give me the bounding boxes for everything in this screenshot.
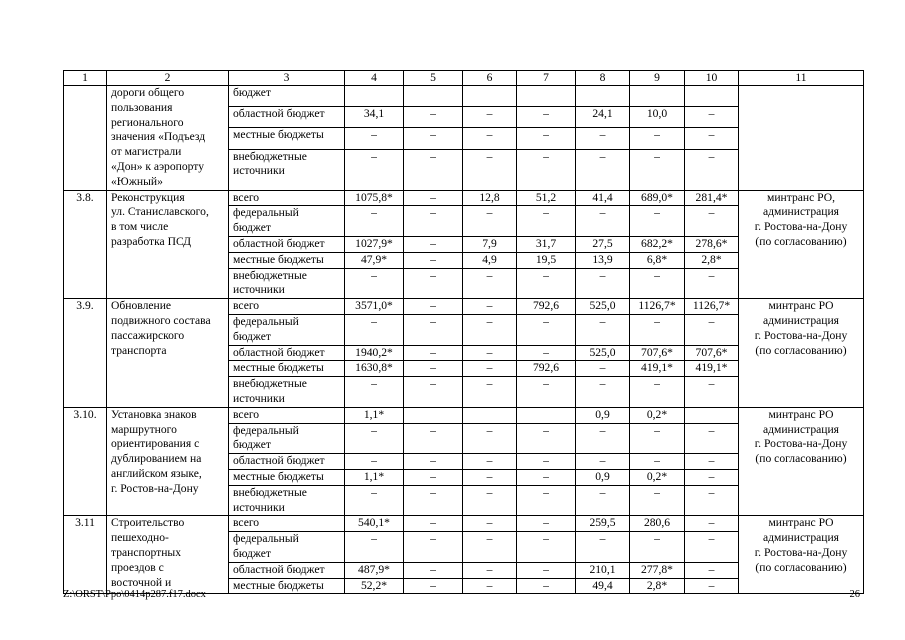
amount-cell: 487,9* — [345, 562, 404, 578]
executor-line: (по согласованию) — [755, 343, 847, 357]
footer-page-number: 26 — [849, 589, 860, 600]
funding-source-line: источники — [233, 391, 285, 405]
item-name-line: транспортных — [111, 545, 182, 559]
funding-source-line: всего — [233, 407, 260, 421]
item-name-line: пользования — [111, 100, 173, 114]
column-header: 7 — [517, 71, 576, 86]
amount-cell: – — [517, 206, 576, 237]
amount-cell: – — [345, 485, 404, 516]
amount-cell: 51,2 — [517, 190, 576, 206]
item-name-line: пассажирского — [111, 328, 185, 342]
funding-source — [229, 206, 345, 237]
amount-cell: – — [404, 107, 463, 128]
amount-cell: 278,6* — [685, 236, 739, 252]
amount-cell: 6,8* — [630, 252, 685, 268]
executor-line: (по согласованию) — [755, 452, 847, 466]
item-name-line: проездов с — [111, 560, 164, 574]
amount-cell: 707,6* — [685, 345, 739, 361]
funding-source — [229, 454, 345, 470]
amount-cell — [463, 86, 517, 107]
amount-cell: – — [576, 128, 630, 149]
amount-cell: – — [630, 128, 685, 149]
item-name-line: «Южный» — [111, 174, 163, 188]
amount-cell: 0,2* — [630, 407, 685, 423]
table-body — [64, 86, 864, 594]
funding-source-line: местные бюджеты — [233, 128, 324, 142]
table-row — [64, 190, 864, 206]
amount-cell: 259,5 — [576, 516, 630, 532]
executor — [739, 190, 864, 299]
amount-cell: – — [517, 128, 576, 149]
amount-cell: – — [630, 149, 685, 190]
amount-cell: – — [685, 578, 739, 594]
amount-cell: – — [576, 454, 630, 470]
amount-cell: – — [463, 377, 517, 408]
budget-table — [63, 70, 864, 594]
column-header: 8 — [576, 71, 630, 86]
amount-cell: 12,8 — [463, 190, 517, 206]
amount-cell — [345, 86, 404, 107]
item-number: 3.9. — [64, 299, 107, 408]
funding-source-line: областной бюджет — [233, 562, 325, 576]
amount-cell: 2,8* — [630, 578, 685, 594]
item-number: 3.11 — [64, 516, 107, 594]
amount-cell: 7,9 — [463, 236, 517, 252]
amount-cell: – — [463, 206, 517, 237]
amount-cell: – — [517, 562, 576, 578]
funding-source-line: внебюджетные — [233, 485, 307, 499]
funding-source-line: федеральный — [233, 423, 299, 437]
amount-cell: – — [685, 469, 739, 485]
amount-cell: 0,9 — [576, 469, 630, 485]
funding-source-line: федеральный — [233, 206, 299, 220]
amount-cell: 0,2* — [630, 469, 685, 485]
amount-cell: – — [345, 206, 404, 237]
amount-cell: 792,6 — [517, 361, 576, 377]
amount-cell: – — [517, 532, 576, 563]
table-row — [64, 299, 864, 315]
amount-cell: 24,1 — [576, 107, 630, 128]
item-name — [107, 299, 229, 408]
executor-line: г. Ростова-на-Дону — [754, 545, 848, 559]
amount-cell — [630, 86, 685, 107]
funding-source-line: бюджет — [233, 546, 271, 560]
amount-cell: – — [404, 128, 463, 149]
funding-source — [229, 149, 345, 190]
amount-cell: – — [404, 206, 463, 237]
amount-cell: – — [630, 454, 685, 470]
item-name-line: ориентирования с — [111, 437, 200, 451]
amount-cell: – — [576, 149, 630, 190]
amount-cell: 1126,7* — [630, 299, 685, 315]
amount-cell: – — [463, 562, 517, 578]
funding-source — [229, 190, 345, 206]
funding-source-line: областной бюджет — [233, 107, 325, 121]
amount-cell: 31,7 — [517, 236, 576, 252]
amount-cell — [517, 407, 576, 423]
funding-source — [229, 377, 345, 408]
amount-cell: 689,0* — [630, 190, 685, 206]
amount-cell: – — [517, 149, 576, 190]
item-name-line: «Дон» к аэропорту — [111, 159, 205, 173]
amount-cell: – — [630, 268, 685, 299]
item-name-line: Строительство — [111, 516, 185, 530]
table-row — [64, 86, 864, 107]
item-name-line: дороги общего — [111, 86, 185, 99]
funding-source — [229, 345, 345, 361]
amount-cell: – — [685, 128, 739, 149]
item-name-line: Установка знаков — [111, 407, 197, 421]
funding-source — [229, 423, 345, 454]
amount-cell: – — [463, 532, 517, 563]
executor-line: (по согласованию) — [755, 560, 847, 574]
amount-cell: – — [345, 423, 404, 454]
amount-cell: 1630,8* — [345, 361, 404, 377]
item-name — [107, 407, 229, 516]
amount-cell: – — [576, 532, 630, 563]
amount-cell: 1027,9* — [345, 236, 404, 252]
executor-line: минтранс РО — [768, 299, 834, 313]
amount-cell: – — [630, 206, 685, 237]
funding-source — [229, 562, 345, 578]
amount-cell: – — [685, 454, 739, 470]
item-name-line: маршрутного — [111, 422, 177, 436]
column-header: 4 — [345, 71, 404, 86]
amount-cell: – — [685, 268, 739, 299]
amount-cell: 34,1 — [345, 107, 404, 128]
funding-source-line: источники — [233, 500, 285, 514]
amount-cell: – — [404, 469, 463, 485]
amount-cell: – — [345, 532, 404, 563]
amount-cell: – — [404, 299, 463, 315]
item-name-line: транспорта — [111, 343, 167, 357]
amount-cell: 525,0 — [576, 299, 630, 315]
column-header: 2 — [107, 71, 229, 86]
funding-source-line: всего — [233, 190, 260, 204]
funding-source — [229, 299, 345, 315]
amount-cell: 41,4 — [576, 190, 630, 206]
funding-source — [229, 361, 345, 377]
amount-cell: – — [685, 377, 739, 408]
column-header: 5 — [404, 71, 463, 86]
amount-cell: – — [576, 377, 630, 408]
item-number — [64, 86, 107, 191]
amount-cell: – — [576, 423, 630, 454]
amount-cell: 419,1* — [685, 361, 739, 377]
amount-cell: 27,5 — [576, 236, 630, 252]
executor-line: г. Ростова-на-Дону — [754, 437, 848, 451]
funding-source — [229, 236, 345, 252]
amount-cell: – — [685, 107, 739, 128]
amount-cell: – — [517, 377, 576, 408]
executor-line: администрация — [762, 205, 840, 219]
amount-cell: – — [404, 423, 463, 454]
amount-cell: – — [517, 485, 576, 516]
funding-source-line: местные бюджеты — [233, 578, 324, 592]
funding-source-line: бюджет — [233, 329, 271, 343]
funding-source-line: источники — [233, 164, 285, 178]
amount-cell: 52,2* — [345, 578, 404, 594]
amount-cell: – — [685, 314, 739, 345]
amount-cell: 682,2* — [630, 236, 685, 252]
item-name — [107, 190, 229, 299]
amount-cell: – — [345, 128, 404, 149]
amount-cell: – — [630, 423, 685, 454]
amount-cell — [685, 407, 739, 423]
executor-line: администрация — [762, 422, 840, 436]
amount-cell: – — [517, 314, 576, 345]
amount-cell: – — [685, 532, 739, 563]
footer-file-path: Z:\ORST\Ppo\0414p287.f17.docx — [63, 589, 206, 600]
item-name-line: в том числе — [111, 220, 169, 234]
amount-cell: 1,1* — [345, 469, 404, 485]
funding-source-line: бюджет — [233, 221, 271, 235]
item-name-line: от магистрали — [111, 145, 182, 159]
funding-source-line: внебюджетные — [233, 377, 307, 391]
executor-line: минтранс РО — [768, 407, 834, 421]
item-name-line: Реконструкция — [111, 190, 185, 204]
funding-source-line: внебюджетные — [233, 268, 307, 282]
funding-source-line: федеральный — [233, 314, 299, 328]
amount-cell: – — [576, 206, 630, 237]
item-number: 3.10. — [64, 407, 107, 516]
amount-cell: 4,9 — [463, 252, 517, 268]
amount-cell: – — [463, 469, 517, 485]
funding-source — [229, 252, 345, 268]
amount-cell: – — [517, 516, 576, 532]
amount-cell: 19,5 — [517, 252, 576, 268]
amount-cell — [517, 86, 576, 107]
item-name-line: дублированием на — [111, 452, 202, 466]
funding-source-line: местные бюджеты — [233, 469, 324, 483]
amount-cell: – — [517, 423, 576, 454]
funding-source-line: областной бюджет — [233, 345, 325, 359]
funding-source-line: бюджет — [233, 86, 271, 99]
item-name-line: восточной и — [111, 575, 172, 589]
funding-source-line: источники — [233, 283, 285, 297]
amount-cell: 1075,8* — [345, 190, 404, 206]
column-header: 11 — [739, 71, 864, 86]
amount-cell: – — [404, 562, 463, 578]
amount-cell: 2,8* — [685, 252, 739, 268]
funding-source — [229, 407, 345, 423]
amount-cell: – — [404, 236, 463, 252]
amount-cell: – — [463, 107, 517, 128]
amount-cell — [404, 407, 463, 423]
funding-source-line: областной бюджет — [233, 236, 325, 250]
amount-cell: 707,6* — [630, 345, 685, 361]
executor — [739, 407, 864, 516]
amount-cell: – — [685, 562, 739, 578]
amount-cell: – — [685, 149, 739, 190]
amount-cell: 210,1 — [576, 562, 630, 578]
amount-cell: 280,6 — [630, 516, 685, 532]
amount-cell: – — [463, 314, 517, 345]
amount-cell: – — [576, 485, 630, 516]
item-name-line: английском языке, — [111, 466, 202, 480]
amount-cell: – — [345, 454, 404, 470]
amount-cell: 3571,0* — [345, 299, 404, 315]
item-name-line: ул. Станиславского, — [111, 205, 209, 219]
funding-source — [229, 86, 345, 107]
amount-cell: – — [463, 268, 517, 299]
table-row — [64, 407, 864, 423]
item-name-line: Обновление — [111, 299, 172, 313]
column-header: 9 — [630, 71, 685, 86]
funding-source — [229, 485, 345, 516]
amount-cell: – — [517, 578, 576, 594]
amount-cell: – — [517, 107, 576, 128]
amount-cell: – — [685, 206, 739, 237]
amount-cell: – — [630, 532, 685, 563]
amount-cell: – — [404, 345, 463, 361]
amount-cell — [404, 86, 463, 107]
amount-cell: – — [517, 454, 576, 470]
executor-line: администрация — [762, 531, 840, 545]
funding-source-line: внебюджетные — [233, 149, 307, 163]
amount-cell: – — [463, 578, 517, 594]
amount-cell: – — [630, 485, 685, 516]
amount-cell: – — [404, 314, 463, 345]
amount-cell: – — [404, 377, 463, 408]
amount-cell: – — [463, 299, 517, 315]
amount-cell: 47,9* — [345, 252, 404, 268]
item-name-line: пешеходно- — [111, 531, 169, 545]
item-number: 3.8. — [64, 190, 107, 299]
amount-cell: – — [517, 268, 576, 299]
funding-source-line: федеральный — [233, 532, 299, 546]
funding-source — [229, 128, 345, 149]
amount-cell: – — [463, 485, 517, 516]
amount-cell: 10,0 — [630, 107, 685, 128]
amount-cell: 1940,2* — [345, 345, 404, 361]
amount-cell: – — [685, 485, 739, 516]
executor-line: минтранс РО, — [766, 190, 835, 204]
amount-cell: – — [685, 516, 739, 532]
column-header: 1 — [64, 71, 107, 86]
amount-cell: – — [576, 361, 630, 377]
funding-source — [229, 268, 345, 299]
amount-cell: 277,8* — [630, 562, 685, 578]
funding-source-line: областной бюджет — [233, 454, 325, 468]
amount-cell: – — [576, 268, 630, 299]
funding-source — [229, 532, 345, 563]
amount-cell: – — [404, 578, 463, 594]
table-header-row — [64, 71, 864, 86]
item-name-line: подвижного состава — [111, 313, 211, 327]
amount-cell: – — [404, 361, 463, 377]
amount-cell: – — [517, 469, 576, 485]
amount-cell: 419,1* — [630, 361, 685, 377]
column-header: 3 — [229, 71, 345, 86]
amount-cell: – — [463, 454, 517, 470]
amount-cell: 525,0 — [576, 345, 630, 361]
item-name — [107, 516, 229, 594]
funding-source-line: бюджет — [233, 438, 271, 452]
column-header: 10 — [685, 71, 739, 86]
table-row — [64, 516, 864, 532]
amount-cell: – — [463, 516, 517, 532]
amount-cell: – — [576, 314, 630, 345]
amount-cell: – — [463, 345, 517, 361]
amount-cell: – — [630, 314, 685, 345]
item-name-line: г. Ростов-на-Дону — [111, 481, 199, 495]
amount-cell: – — [404, 516, 463, 532]
amount-cell — [685, 86, 739, 107]
funding-source-line: местные бюджеты — [233, 252, 324, 266]
amount-cell: – — [463, 149, 517, 190]
column-header: 6 — [463, 71, 517, 86]
executor-line: (по согласованию) — [755, 234, 847, 248]
item-name-line: разработка ПСД — [111, 234, 192, 248]
executor-line: администрация — [762, 313, 840, 327]
amount-cell: – — [345, 268, 404, 299]
funding-source — [229, 516, 345, 532]
amount-cell: 0,9 — [576, 407, 630, 423]
amount-cell: – — [345, 314, 404, 345]
funding-source — [229, 578, 345, 594]
funding-source — [229, 107, 345, 128]
item-name-line: регионального — [111, 115, 184, 129]
amount-cell: 792,6 — [517, 299, 576, 315]
executor — [739, 86, 864, 191]
amount-cell: – — [685, 423, 739, 454]
amount-cell: – — [404, 252, 463, 268]
funding-source-line: всего — [233, 299, 260, 313]
amount-cell: – — [404, 485, 463, 516]
amount-cell: – — [463, 128, 517, 149]
amount-cell: – — [345, 149, 404, 190]
item-name-line: значения «Подъезд — [111, 130, 206, 144]
executor-line: г. Ростова-на-Дону — [754, 328, 848, 342]
amount-cell: – — [404, 149, 463, 190]
amount-cell: – — [463, 423, 517, 454]
executor-line: г. Ростова-на-Дону — [754, 220, 848, 234]
amount-cell: 1126,7* — [685, 299, 739, 315]
amount-cell: – — [517, 345, 576, 361]
executor — [739, 299, 864, 408]
amount-cell: 281,4* — [685, 190, 739, 206]
amount-cell — [463, 407, 517, 423]
amount-cell: 1,1* — [345, 407, 404, 423]
amount-cell: 540,1* — [345, 516, 404, 532]
funding-source-line: местные бюджеты — [233, 361, 324, 375]
amount-cell: – — [630, 377, 685, 408]
amount-cell: – — [345, 377, 404, 408]
amount-cell: – — [404, 532, 463, 563]
funding-source — [229, 314, 345, 345]
amount-cell: – — [404, 454, 463, 470]
amount-cell: – — [463, 361, 517, 377]
amount-cell: – — [404, 190, 463, 206]
executor — [739, 516, 864, 594]
item-name — [107, 86, 229, 191]
amount-cell: – — [404, 268, 463, 299]
executor-line: минтранс РО — [768, 516, 834, 530]
amount-cell: 13,9 — [576, 252, 630, 268]
funding-source — [229, 469, 345, 485]
amount-cell: 49,4 — [576, 578, 630, 594]
amount-cell — [576, 86, 630, 107]
funding-source-line: всего — [233, 516, 260, 530]
